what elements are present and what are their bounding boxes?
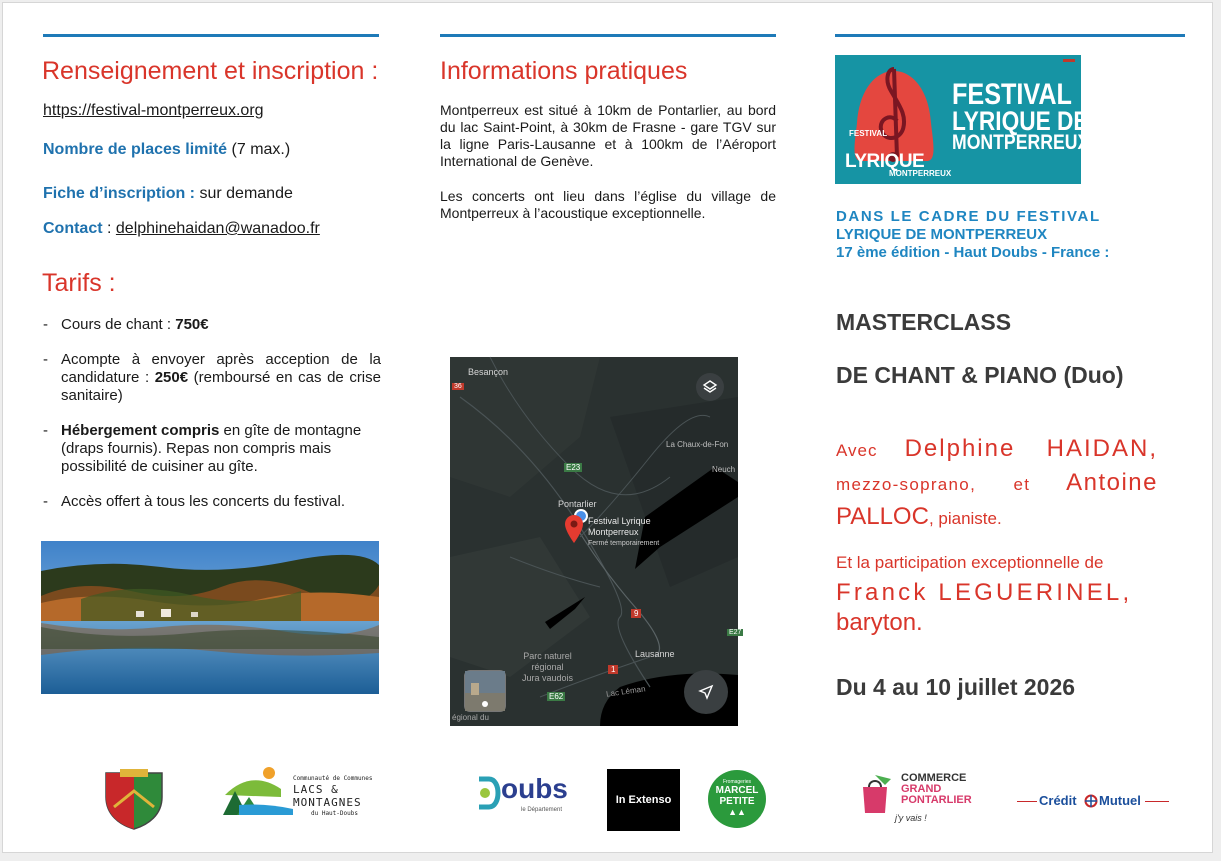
street-view-icon bbox=[465, 671, 505, 711]
info-heading: Renseignement et inscription : bbox=[42, 57, 379, 85]
ccl-line-2: LACS & bbox=[293, 783, 339, 796]
map-label-besancon: Besançon bbox=[468, 367, 509, 377]
road-badge-9: 9 bbox=[631, 609, 641, 618]
lacs-montagnes-logo bbox=[221, 765, 383, 823]
tarif-item: - Hébergement compris en gîte de montagne (draps fournis). Repas non compris mais possibilité de cuisiner au gîte. bbox=[43, 422, 362, 475]
shopping-bag-icon bbox=[855, 775, 895, 815]
map-label-neuch: Neuch bbox=[712, 465, 736, 474]
credit-mutuel-symbol-icon bbox=[1084, 794, 1098, 808]
tarifs-list bbox=[43, 316, 381, 528]
commerce-line-1: COMMERCE bbox=[901, 772, 967, 784]
festival-logo bbox=[835, 55, 1090, 184]
places-value: (7 max.) bbox=[231, 141, 291, 158]
dates: Du 4 au 10 juillet 2026 bbox=[836, 674, 1076, 700]
contact-line bbox=[43, 220, 320, 238]
marcel-petite-logo: Fromageries MARCEL PETITE ▲▲ bbox=[708, 770, 766, 828]
doubs-departement-logo bbox=[475, 773, 575, 819]
logo-small-festival: FESTIVAL bbox=[849, 129, 888, 138]
lake-photo bbox=[41, 541, 379, 694]
navigation-arrow-icon bbox=[698, 684, 714, 700]
masterclass-title: MASTERCLASS bbox=[836, 309, 1012, 335]
map-layers-button[interactable] bbox=[696, 373, 724, 401]
top-rule-right bbox=[835, 34, 1185, 37]
map-label-pontarlier: Pontarlier bbox=[558, 499, 597, 509]
contact-email-link[interactable]: delphinehaidan@wanadoo.fr bbox=[115, 220, 320, 237]
practical-info-para2: Les concerts ont lieu dans l’église du village de Montperreux à l’acoustique exceptionnelle. bbox=[440, 188, 776, 221]
flyer-page bbox=[2, 2, 1213, 853]
credit-mutuel-logo bbox=[1017, 791, 1173, 811]
tarif-item: - Accès offert à tous les concerts du festival. bbox=[43, 493, 346, 510]
map-place-name[interactable]: Festival Lyrique Montperreux Fermé temporairement bbox=[588, 516, 660, 547]
fiche-label: Fiche d’inscription : bbox=[43, 185, 196, 202]
doubs-subtext: le Département bbox=[521, 807, 563, 813]
tarif-item: - Cours de chant : 750€ bbox=[43, 316, 209, 333]
map-view[interactable] bbox=[450, 357, 742, 726]
road-badge-36: 36 bbox=[454, 383, 462, 390]
road-badge-e23: E23 bbox=[566, 463, 581, 472]
places-line bbox=[43, 141, 290, 159]
practical-info-para1: Montperreux est situé à 10km de Pontarlier, au bord du lac Saint-Point, à 30km de Frasne - gare TGV sur la ligne Paris-Lausanne et à 100km de l’Aéroport International de Genève. bbox=[440, 102, 776, 169]
logo-small-montperreux: MONTPERREUX bbox=[889, 169, 952, 178]
contact-label: Contact bbox=[43, 220, 103, 237]
map-label-lausanne: Lausanne bbox=[635, 649, 675, 659]
commerce-grand-pontarlier-logo bbox=[855, 769, 977, 835]
fir-tree-icon: ▲▲ bbox=[728, 807, 746, 817]
credit-text: Crédit bbox=[1039, 793, 1077, 808]
doubs-text: oubs bbox=[501, 773, 568, 804]
festival-context: DANS LE CADRE DU FESTIVAL LYRIQUE DE MONTPERREUX 17 ème édition - Haut Doubs - France : bbox=[836, 208, 1110, 261]
practical-info-heading: Informations pratiques bbox=[440, 57, 688, 85]
road-badge-e62: E62 bbox=[549, 692, 564, 701]
layers-icon bbox=[702, 379, 718, 395]
map-label-lac: Lac Léman bbox=[605, 684, 647, 699]
map-label-regional: égional du bbox=[452, 713, 489, 722]
tarif-item: - Acompte à envoyer après acception de la candidature : 250€ (remboursé en cas de crise sanitaire) bbox=[43, 351, 381, 404]
map-label-chaux: La Chaux-de-Fon bbox=[666, 440, 729, 449]
top-rule-middle bbox=[440, 34, 776, 37]
road-badge-1: 1 bbox=[608, 665, 618, 674]
top-rule-left bbox=[43, 34, 379, 37]
map-label-parc: Parc naturel régional Jura vaudois bbox=[522, 651, 574, 683]
ccl-line-3: MONTAGNES bbox=[293, 796, 362, 809]
bell-treble-clef-icon bbox=[847, 61, 942, 165]
mutuel-text: Mutuel bbox=[1099, 793, 1141, 808]
festival-url-link[interactable]: https://festival-montperreux.org bbox=[43, 102, 264, 119]
tarifs-heading: Tarifs : bbox=[42, 269, 116, 297]
logo-corner-mark bbox=[1063, 59, 1075, 62]
logo-title: FESTIVAL LYRIQUE DE MONTPERREUX bbox=[952, 78, 1090, 154]
road-badge-e27: E27 bbox=[729, 629, 742, 636]
fiche-value: sur demande bbox=[199, 185, 293, 202]
mountains-lake-icon bbox=[221, 765, 293, 823]
ccl-line-4: du Haut-Doubs bbox=[311, 810, 358, 817]
commerce-line-3: PONTARLIER bbox=[901, 794, 972, 806]
ccl-line-1: Communauté de Communes bbox=[293, 775, 373, 782]
contact-sep: : bbox=[102, 220, 116, 237]
places-label: Nombre de places limité bbox=[43, 141, 228, 158]
logo-small-lyrique: LYRIQUE bbox=[845, 151, 925, 172]
street-view-thumbnail[interactable] bbox=[464, 670, 506, 712]
map-pin-icon[interactable] bbox=[565, 515, 583, 543]
map-directions-button[interactable] bbox=[684, 670, 728, 714]
performers-block: Avec Delphine HAIDAN, mezzo-soprano, et Antoine PALLOC, pianiste. bbox=[836, 435, 1158, 530]
commerce-slogan: j'y vais ! bbox=[895, 813, 927, 823]
participation-block: Et la participation exceptionnelle de Franck LEGUERINEL, baryton. bbox=[836, 553, 1133, 636]
in-extenso-logo: In Extenso bbox=[607, 769, 680, 831]
commerce-line-2: GRAND bbox=[901, 783, 942, 795]
chant-piano-title: DE CHANT & PIANO (Duo) bbox=[836, 362, 1124, 388]
montperreux-coat-of-arms-icon bbox=[104, 767, 164, 831]
fiche-line bbox=[43, 185, 293, 203]
